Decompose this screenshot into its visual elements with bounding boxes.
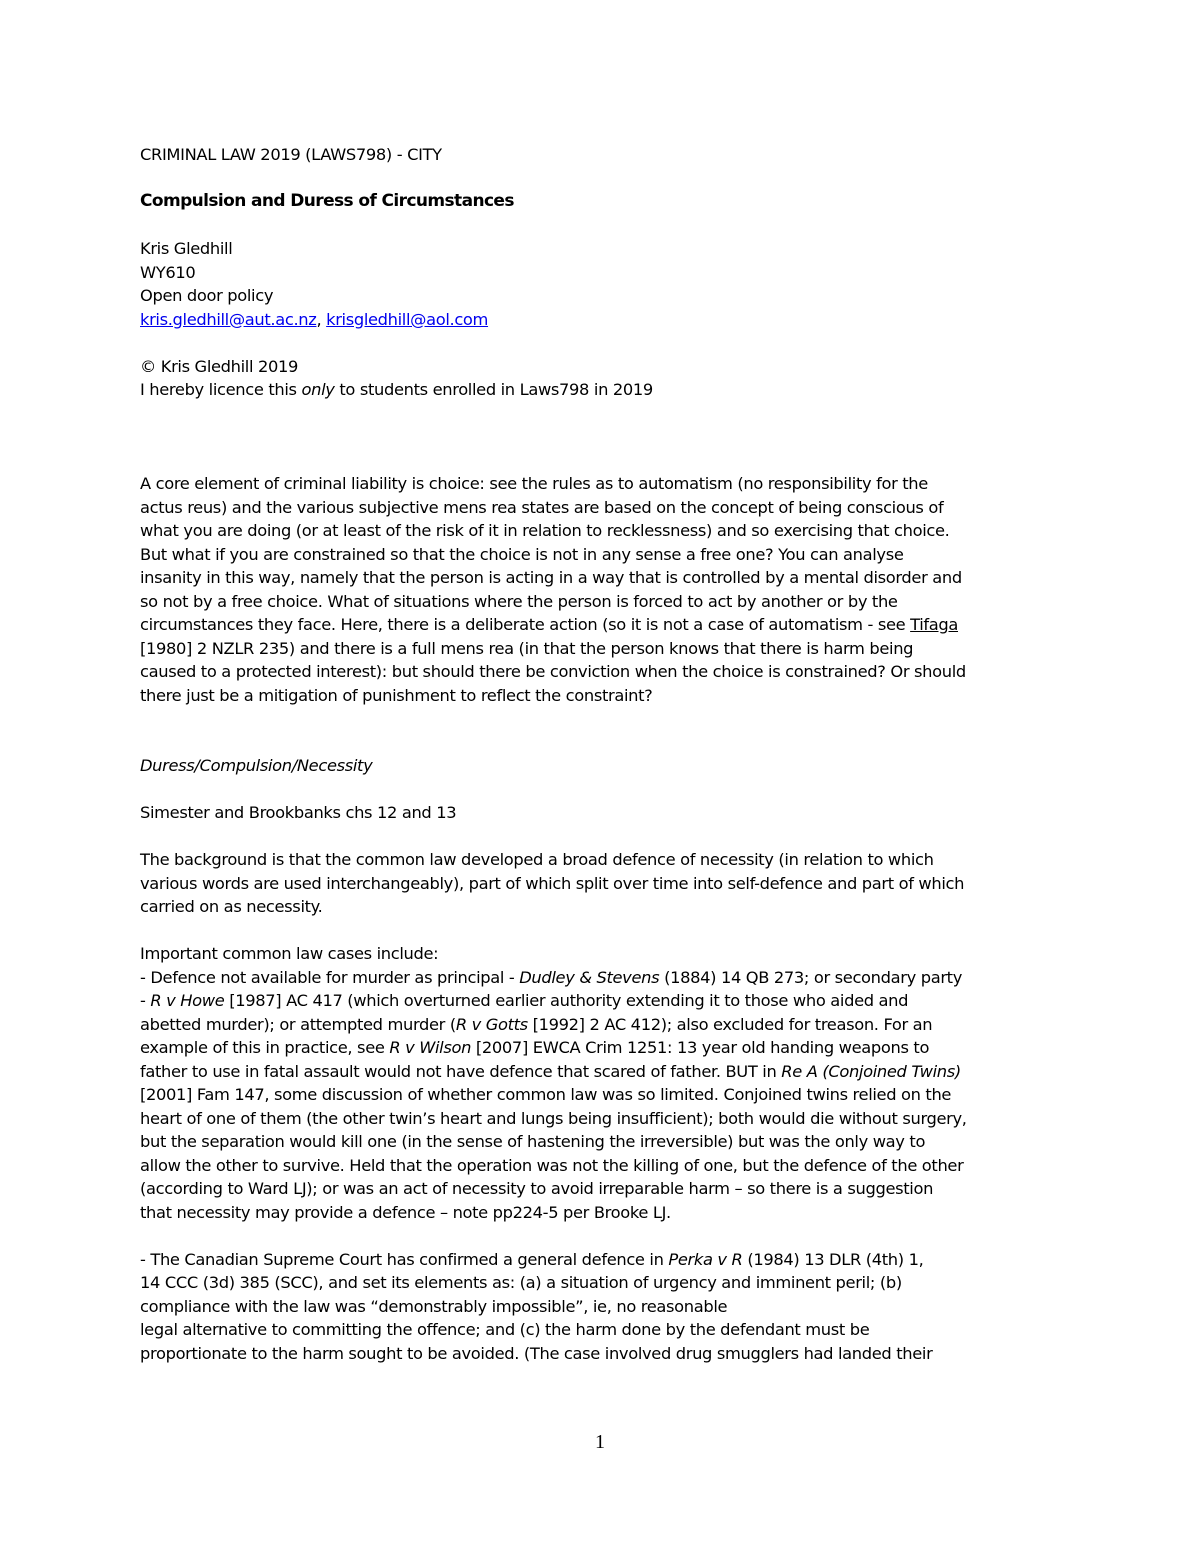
text-line: 14 CCC (3d) 385 (SCC), and set its elements as: (a) a situation of urgency and imminent peril; (b) — [140, 1273, 902, 1292]
text-segment: abetted murder); or attempted murder ( — [140, 1014, 456, 1034]
email-link-aut[interactable]: kris.gledhill@aut.ac.nz — [140, 309, 317, 329]
text-segment: - — [140, 991, 151, 1010]
canada-paragraph — [140, 1248, 1060, 1366]
text-segment: [1992] 2 AC 412); also excluded for treason. For an — [527, 1014, 933, 1034]
text-line: allow the other to survive. Held that the operation was not the killing of one, but the defence of the other — [140, 1155, 964, 1175]
text-line: various words are used interchangeably), part of which split over time into self-defence and part of which — [140, 873, 965, 893]
intro-paragraph — [140, 472, 1060, 707]
text-line: proportionate to the harm sought to be avoided. (The case involved drug smugglers had landed their — [140, 1343, 933, 1363]
background-paragraph — [140, 848, 1060, 919]
text-segment: - Defence not available for murder as principal - — [140, 967, 520, 987]
text-line — [140, 1013, 1060, 1037]
email-link-aol[interactable]: krisgledhill@aol.com — [326, 309, 489, 329]
cases-intro: Important common law cases include: — [140, 944, 439, 963]
common-law-cases — [140, 942, 1060, 1224]
case-name-tifaga: Tifaga — [910, 615, 959, 634]
text-line — [140, 613, 1060, 637]
licence-emphasis: only — [301, 380, 335, 399]
course-line: CRIMINAL LAW 2019 (LAWS798) - CITY — [140, 145, 442, 164]
text-segment: (1884) 14 QB 273; or secondary party — [659, 967, 962, 987]
licence-text-pre: I hereby licence this — [140, 380, 302, 399]
text-line — [140, 1248, 1060, 1272]
text-line: [1980] 2 NZLR 235) and there is a full mens rea (in that the person knows that there is harm being — [140, 638, 914, 658]
text-line: there just be a mitigation of punishment to reflect the constraint? — [140, 685, 653, 705]
case-name: R v Gotts — [455, 1014, 528, 1034]
reading-reference: Simester and Brookbanks chs 12 and 13 — [140, 803, 457, 822]
text-line: what you are doing (or at least of the risk of it in relation to recklessness) and so exercising that choice. — [140, 521, 950, 540]
text-line: actus reus) and the various subjective mens rea states are based on the concept of being conscious of — [140, 497, 944, 517]
text-line: carried on as necessity. — [140, 897, 323, 916]
topic-title: Compulsion and Duress of Circumstances — [140, 191, 514, 211]
case-name: R v Wilson — [389, 1038, 472, 1057]
email-separator: , — [316, 309, 327, 329]
text-line: The background is that the common law developed a broad defence of necessity (in relation to which — [140, 850, 934, 869]
text-line: insanity in this way, namely that the person is acting in a way that is controlled by a mental disorder and — [140, 568, 962, 587]
text-segment: father to use in fatal assault would not have defence that scared of father. BUT in — [140, 1061, 782, 1081]
section-heading — [140, 754, 1060, 778]
text-line — [140, 989, 1060, 1013]
text-segment: (1984) 13 DLR (4th) 1, — [742, 1249, 924, 1269]
case-name: R v Howe — [150, 991, 225, 1010]
text-line — [140, 1060, 1060, 1084]
text-line: but the separation would kill one (in the sense of hastening the irreversible) but was the only way to — [140, 1132, 926, 1151]
case-name: Re A (Conjoined Twins) — [781, 1061, 961, 1081]
contact-policy: Open door policy — [140, 286, 274, 305]
contact-name: Kris Gledhill — [140, 239, 233, 258]
text-line: that necessity may provide a defence – note pp224-5 per Brooke LJ. — [140, 1202, 671, 1222]
contact-emails — [140, 308, 1060, 332]
case-name: Dudley & Stevens — [519, 967, 660, 987]
text-line — [140, 966, 1060, 990]
licence-statement — [140, 378, 1060, 402]
text-line: so not by a free choice. What of situations where the person is forced to act by another or by the — [140, 591, 898, 611]
text-line: caused to a protected interest): but should there be conviction when the choice is constrained? Or should — [140, 662, 966, 681]
document-body — [140, 143, 1060, 1365]
text-line: A core element of criminal liability is choice: see the rules as to automatism (no responsibility for the — [140, 474, 928, 493]
text-segment: - The Canadian Supreme Court has confirmed a general defence in — [140, 1249, 669, 1269]
text-segment: example of this in practice, see — [140, 1038, 390, 1057]
section-heading-text: Duress/Compulsion/Necessity — [140, 756, 373, 775]
contact-office: WY610 — [140, 262, 196, 282]
page-number: 1 — [595, 1431, 605, 1453]
text-line — [140, 1036, 1060, 1060]
text-segment: [1987] AC 417 (which overturned earlier authority extending it to those who aided and — [224, 991, 909, 1010]
text-line: compliance with the law was “demonstrably impossible”, ie, no reasonable — [140, 1296, 728, 1316]
text-line: legal alternative to committing the offence; and (c) the harm done by the defendant must be — [140, 1320, 870, 1339]
text-segment: [2007] EWCA Crim 1251: 13 year old handing weapons to — [471, 1038, 930, 1057]
text-segment: circumstances they face. Here, there is a deliberate action (so it is not a case of automatism - see — [140, 615, 911, 634]
copyright-notice: © Kris Gledhill 2019 — [140, 356, 298, 376]
text-line: But what if you are constrained so that the choice is not in any sense a free one? You can analyse — [140, 544, 904, 564]
licence-text-post: to students enrolled in Laws798 in 2019 — [334, 380, 653, 399]
text-line: [2001] Fam 147, some discussion of whether common law was so limited. Conjoined twins relied on the — [140, 1085, 952, 1104]
case-name: Perka v R — [668, 1249, 743, 1269]
text-line: heart of one of them (the other twin’s heart and lungs being insufficient); both would die without surgery, — [140, 1108, 967, 1128]
text-line: (according to Ward LJ); or was an act of necessity to avoid irreparable harm – so there is a suggestion — [140, 1179, 934, 1198]
